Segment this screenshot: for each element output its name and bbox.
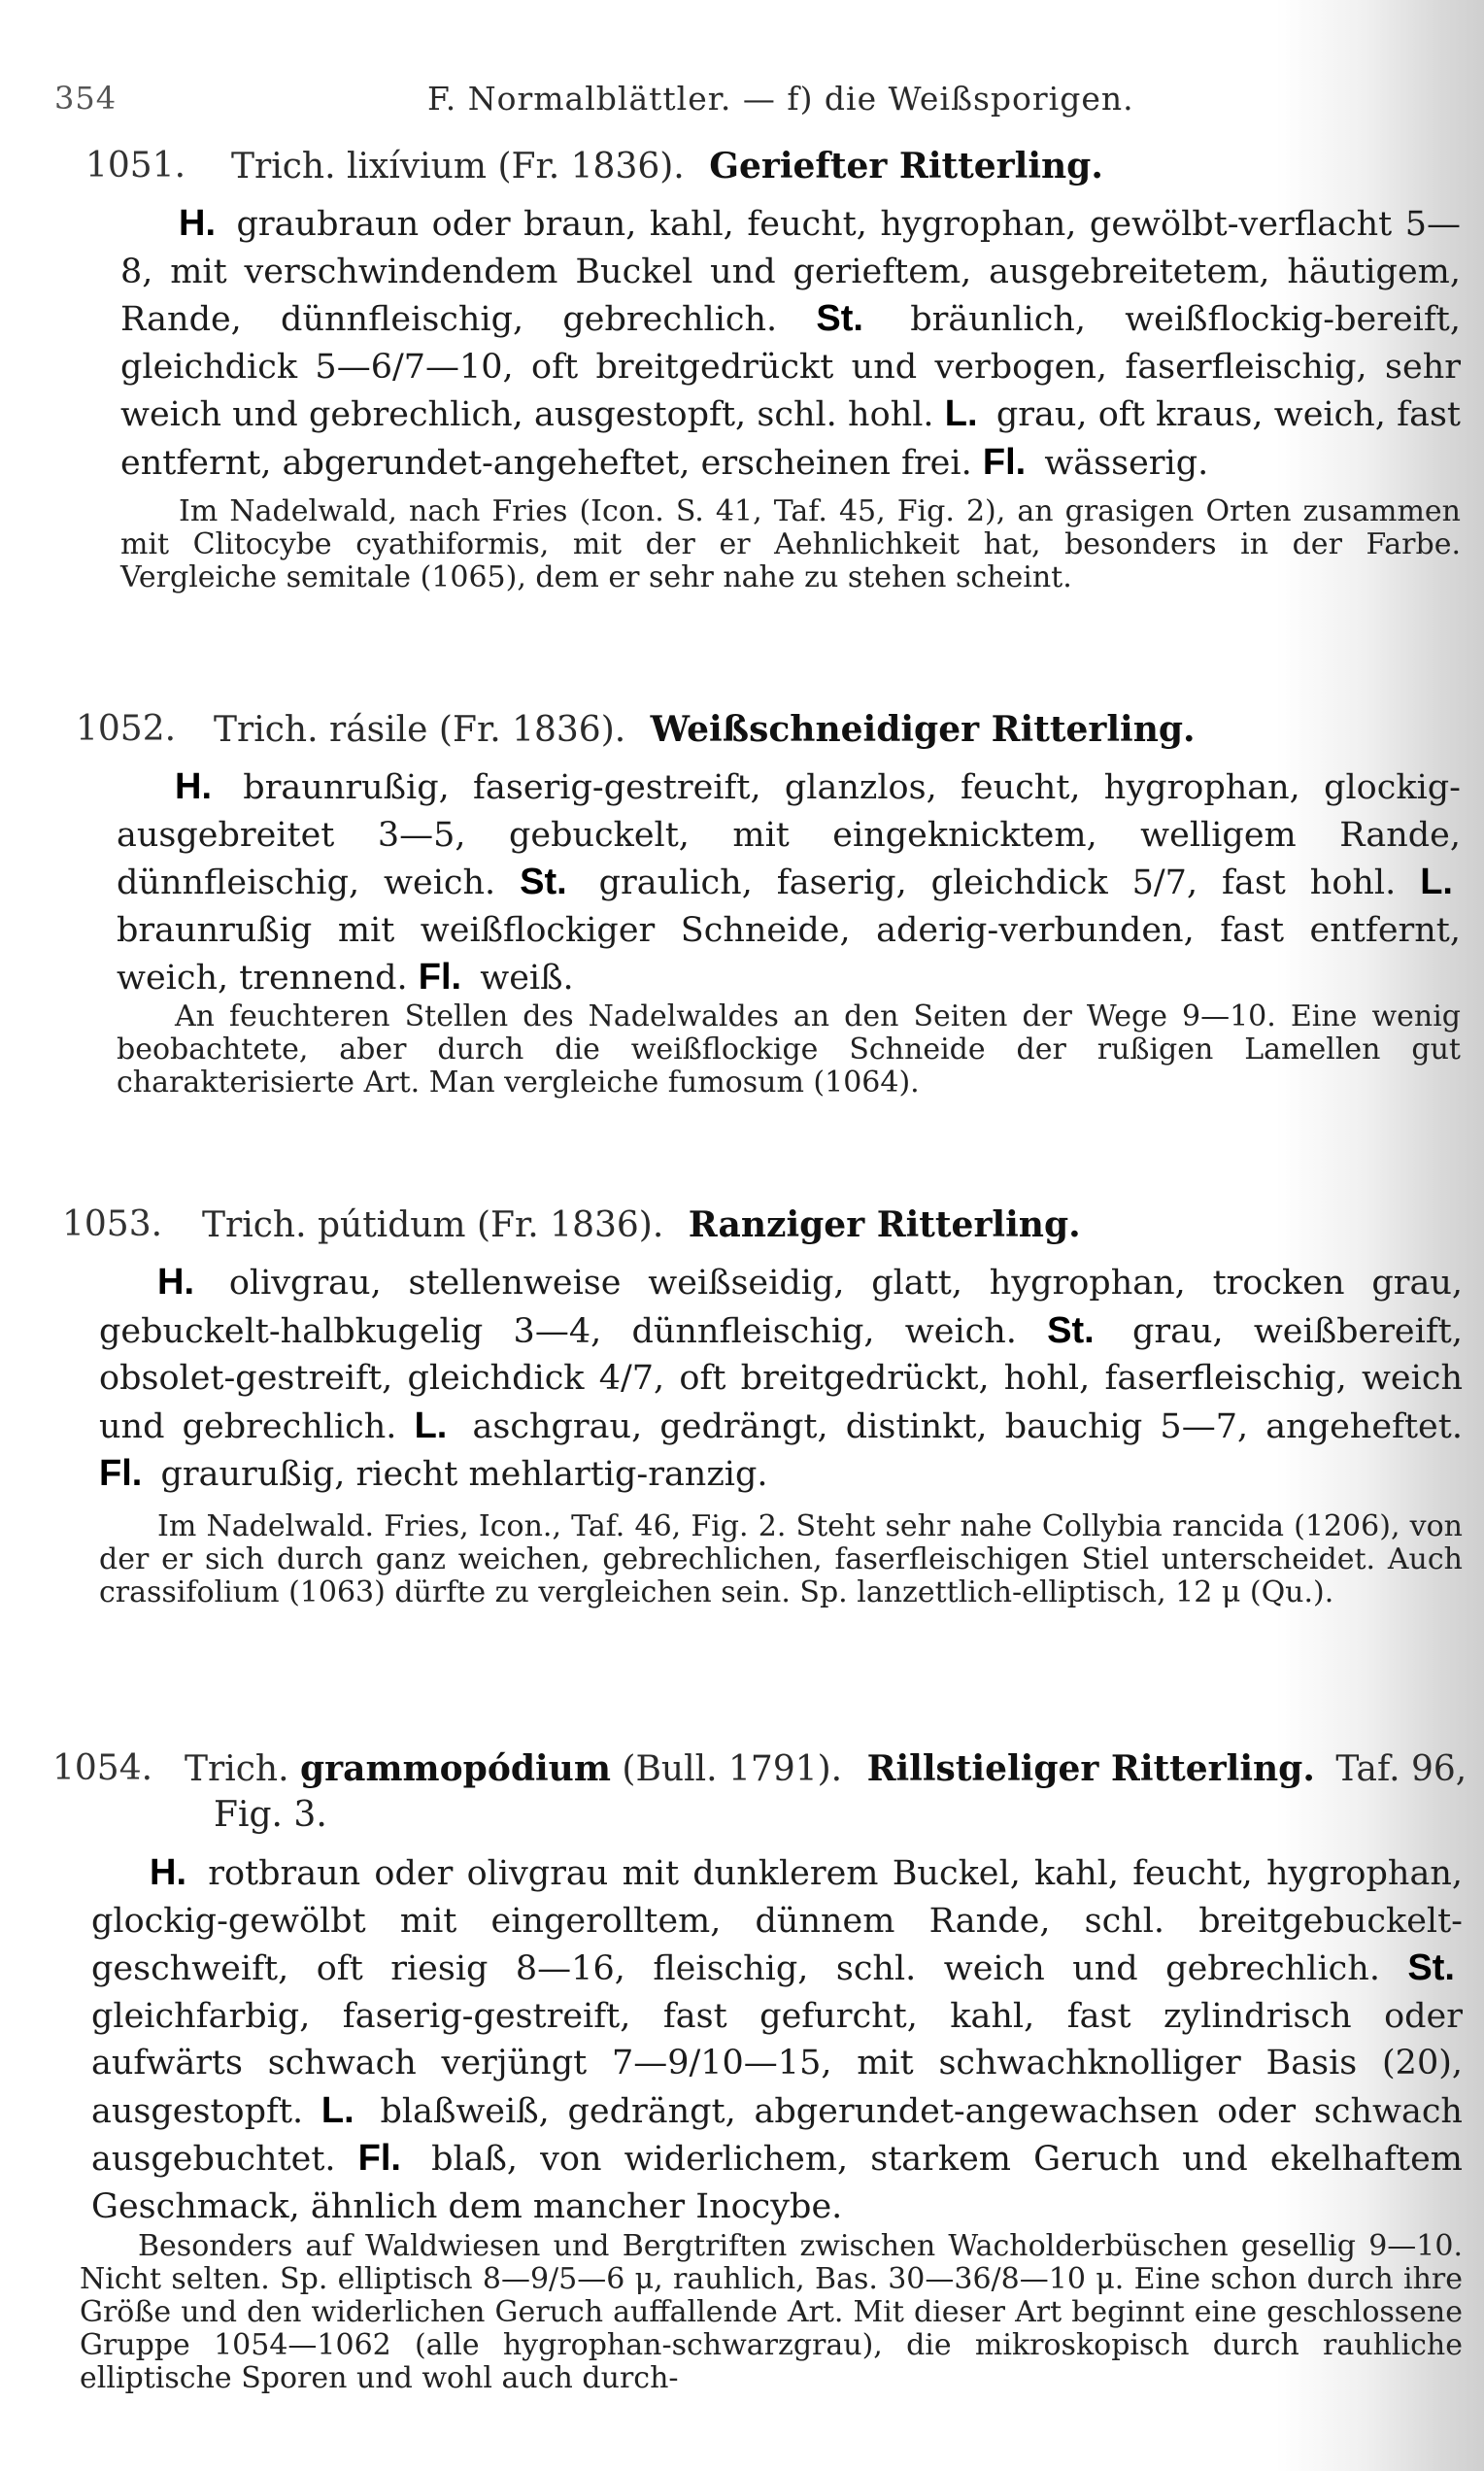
label-stiel: St. [816, 298, 863, 339]
text-lamellen: grau, oft kraus, weich, fast entfernt, abgerundet-angeheftet, erscheinen frei. [120, 395, 1461, 483]
note-text: Besonders auf Waldwiesen und Bergtriften zwischen Wacholderbüschen gesellig 9—10. Nicht selten. Sp. elliptisch 8—9/5—6 μ, rauhlich, Bas. 30—36/8—10 μ. Eine schon durch ihre Größe und den widerlichen Geruch auffallende Art. Mit dieser Art beginnt eine geschlossene Gruppe 1054—1062 (alle hygrophan-schwarzgrau), die mikroskopisch durch rauhliche elliptische Sporen und wohl auch durch- [80, 2229, 1463, 2395]
entry-description [117, 763, 1461, 1002]
authority: (Bull. 1791). [622, 1749, 843, 1789]
common-name: Rillstieliger Ritterling. [866, 1748, 1315, 1789]
species: pútidum [317, 1205, 466, 1245]
entry-note [117, 1000, 1461, 1100]
label-hat: H. [175, 766, 212, 807]
entry-description [99, 1259, 1463, 1499]
label-lamellen: L. [320, 2089, 354, 2131]
label-hat: H. [179, 203, 216, 244]
text-hat: braunrußig, faserig-gestreift, glanzlos, feucht, hygrophan, glockig-ausgebreitet 3—5, gebuckelt, mit eingeknicktem, welligem Rande, dünnfleischig, weich. [117, 768, 1461, 902]
species: grammopódium [299, 1748, 611, 1789]
entry-title [214, 709, 1196, 750]
page-number: 354 [54, 80, 118, 117]
entry-description [120, 200, 1461, 487]
label-fleisch: Fl. [99, 1453, 143, 1494]
text-stiel: gleichfarbig, faserig-gestreift, fast gefurcht, kahl, fast zylindrisch oder aufwärts schwach verjüngt 7—9/10—15, mit schwachknolliger Basis (20), ausgestopft. [91, 1996, 1463, 2131]
entry-1053 [0, 1204, 1484, 1609]
genus: Trich. [231, 147, 336, 186]
running-header [0, 80, 1484, 128]
text-hat: rotbraun oder olivgrau mit dunklerem Buckel, kahl, feucht, hygrophan, glockig-gewölbt mit eingerolltem, dünnem Rande, schl. breitgebuckelt-geschweift, oft riesig 8—16, fleischig, schl. weich und gebrechlich. [91, 1854, 1463, 1988]
authority: (Fr. 1836). [477, 1205, 664, 1245]
text-hat: olivgrau, stellenweise weißseidig, glatt, hygrophan, trocken grau, gebuckelt-halbkugelig 3—4, dünnfleischig, weich. [99, 1264, 1463, 1351]
entry-number: 1052. [76, 709, 177, 749]
label-lamellen: L. [414, 1405, 448, 1446]
label-hat: H. [157, 1262, 194, 1303]
text-stiel: graulich, faserig, gleichdick 5/7, fast hohl. [598, 863, 1397, 902]
species: rásile [328, 710, 428, 750]
entry-note [80, 2230, 1463, 2395]
entry-note [99, 1510, 1463, 1609]
genus: Trich. [185, 1749, 289, 1789]
entry-description [91, 1849, 1463, 2230]
common-name: Ranziger Ritterling. [688, 1204, 1081, 1245]
species: lixívium [346, 147, 488, 186]
text-fleisch: blaß, von widerlichem, starkem Geruch und ekelhaftem Geschmack, ähnlich dem mancher Inocybe. [91, 2140, 1463, 2226]
label-stiel: St. [520, 862, 567, 902]
common-name: Weißschneidiger Ritterling. [650, 709, 1196, 750]
label-hat: H. [150, 1852, 186, 1893]
entry-1052 [0, 709, 1484, 1100]
label-lamellen: L. [1420, 862, 1453, 902]
label-fleisch: Fl. [982, 441, 1027, 483]
text-lamellen: braunrußig mit weißflockiger Schneide, aderig-verbunden, fast entfernt, weich, trennend. [117, 910, 1461, 998]
label-stiel: St. [1047, 1309, 1095, 1351]
entry-heading [0, 1204, 1484, 1257]
entry-1051 [0, 146, 1484, 594]
genus: Trich. [202, 1205, 307, 1245]
text-lamellen: aschgrau, gedrängt, distinkt, bauchig 5—7, angeheftet. [472, 1406, 1463, 1446]
entry-title [185, 1748, 1467, 1789]
text-lamellen: blaßweiß, gedrängt, abgerundet-angewachsen oder schwach ausgebuchtet. [91, 2091, 1463, 2179]
common-name: Geriefter Ritterling. [709, 146, 1103, 186]
label-fleisch: Fl. [357, 2138, 401, 2179]
entry-number: 1053. [62, 1204, 163, 1244]
plate-reference: Taf. 96, [1335, 1749, 1467, 1789]
label-stiel: St. [1407, 1947, 1455, 1988]
entry-title [231, 146, 1103, 186]
text-fleisch: graurußig, riecht mehlartig-ranzig. [160, 1455, 768, 1494]
note-text: Im Nadelwald, nach Fries (Icon. S. 41, Taf. 45, Fig. 2), an grasigen Orten zusammen mit Clitocybe cyathiformis, mit der er Aehnlichkeit hat, besonders in der Farbe. Vergleiche semitale (1065), dem er sehr nahe zu stehen scheint. [120, 494, 1461, 594]
note-text: Im Nadelwald. Fries, Icon., Taf. 46, Fig. 2. Steht sehr nahe Collybia rancida (1206), von der er sich durch ganz weichen, gebrechlichen, faserfleischigen Stiel unterscheidet. Auch crassifolium (1063) dürfte zu vergleichen sein. Sp. lanzettlich-elliptisch, 12 μ (Qu.). [99, 1509, 1463, 1609]
label-fleisch: Fl. [418, 957, 462, 998]
genus: Trich. [214, 710, 319, 750]
plate-figure: Fig. 3. [214, 1795, 327, 1835]
entry-number: 1054. [52, 1748, 153, 1788]
text-stiel: grau, weißbereift, obsolet-gestreift, gleichdick 4/7, oft breitgedrückt, hohl, faserfleischig, weich und gebrechlich. [99, 1311, 1463, 1446]
entry-heading [0, 1748, 1484, 1845]
running-title: F. Normalblättler. — f) die Weißsporigen. [427, 80, 1134, 118]
authority: (Fr. 1836). [438, 710, 626, 750]
entry-heading [0, 146, 1484, 198]
note-text: An feuchteren Stellen des Nadelwaldes an den Seiten der Wege 9—10. Eine wenig beobachtete, aber durch die weißflockige Schneide der rußigen Lamellen gut charakterisierte Art. Man vergleiche fumosum (1064). [117, 999, 1461, 1100]
entry-title [202, 1204, 1081, 1245]
entry-heading [0, 709, 1484, 762]
text-fleisch: weiß. [480, 959, 574, 998]
label-lamellen: L. [944, 393, 978, 434]
text-stiel: bräunlich, weißflockig-bereift, gleichdick 5—6/7—10, oft breitgedrückt und verbogen, faserfleischig, sehr weich und gebrechlich, ausgestopft, schl. hohl. [120, 300, 1461, 434]
entry-note [120, 495, 1461, 594]
entry-1054 [0, 1748, 1484, 2395]
text-fleisch: wässerig. [1044, 443, 1209, 483]
entry-number: 1051. [85, 146, 186, 186]
authority: (Fr. 1836). [497, 147, 685, 186]
text-hat: graubraun oder braun, kahl, feucht, hygrophan, gewölbt-verflacht 5—8, mit verschwindendem Buckel und gerieftem, ausgebreitetem, häutigem, Rande, dünnfleischig, gebrechlich. [120, 205, 1461, 339]
